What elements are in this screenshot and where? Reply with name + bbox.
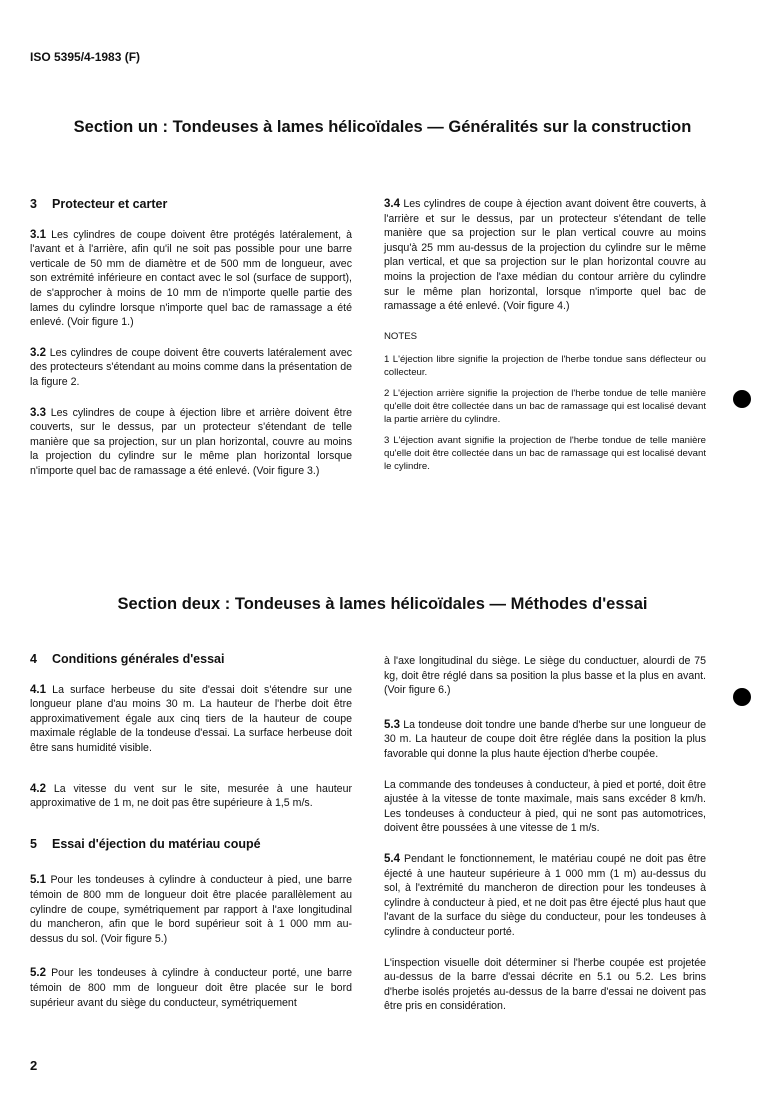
- clause-5-title: Essai d'éjection du matériau coupé: [52, 836, 261, 851]
- notes-block: [384, 330, 706, 473]
- paragraph-text: Les cylindres de coupe à éjection libre et arrière doivent être couverts, sur le dessus, par un protecteur s'étendant de telle manière que sa projection, sur un plan horizontal, couvre au moins la projection du cylindre sur le même plan horizontal lorsque n'importe quel bac de ramassage a été enlevé. (Voir figure 3.): [30, 406, 352, 477]
- paragraph-3-2: [30, 346, 352, 390]
- paragraph-5-3: [384, 718, 706, 762]
- paragraph-number: 5.3: [384, 718, 400, 731]
- paragraph-text: La vitesse du vent sur le site, mesurée à une hauteur approximative de 1 m, ne doit pas être supérieure à 1,5 m/s.: [30, 782, 352, 810]
- clause-5-number: 5: [30, 836, 37, 851]
- note-item: 3 L'éjection avant signifie la projection de l'herbe tondue de telle manière qu'elle doit être collectée dans un bac de ramassage qui est localisé devant le cylindre.: [384, 434, 706, 472]
- paragraph-text: Les cylindres de coupe à éjection avant doivent être couverts, à l'arrière et sur le dessus, par un protecteur s'étendant de telle manière que sa projection sur le plan vertical couvre au moins jusqu'à 25 mm au-dessus de la projection du cylindre sur le même plan vertical, et que sa projection sur le plan horizontal couvre au moins la projection de l'axe médian du contour arrière du cylindre sur le même plan horizontal, lorsque n'importe quel bac de ramassage a été enlevé. (Voir figure 4.): [384, 198, 706, 313]
- clause-3-number: 3: [30, 197, 37, 211]
- section-two-title: Section deux : Tondeuses à lames hélicoïdales — Méthodes d'essai: [117, 595, 648, 613]
- section-two-left-column: [30, 652, 352, 1026]
- section-one-left-column: [30, 197, 352, 495]
- paragraph-number: 5.4: [384, 852, 400, 865]
- clause-4-number: 4: [30, 652, 37, 666]
- paragraph-number: 5.1: [30, 874, 46, 887]
- clause-5-heading: [30, 837, 352, 852]
- paragraph-5-2: [30, 966, 352, 1010]
- paragraph-number: 3.3: [30, 406, 46, 419]
- section-one-title: Section un : Tondeuses à lames hélicoïdales — Généralités sur la construction: [73, 118, 692, 136]
- paragraph-number: 3.1: [30, 228, 46, 241]
- paragraph-5-1: [30, 873, 352, 946]
- page-number: 2: [30, 1058, 38, 1073]
- notes-title: NOTES: [384, 330, 418, 342]
- note-item: 1 L'éjection libre signifie la projection de l'herbe tondue sans déflecteur ou collecteur.: [384, 353, 706, 378]
- paragraph-4-1: [30, 683, 352, 756]
- paragraph-5-4: [384, 852, 706, 940]
- paragraph-text: La tondeuse doit tondre une bande d'herbe sur une longueur de 30 m. La hauteur de coupe doit être réglée dans la position la plus favorable qui donne la plus haute éjection d'herbe coupée.: [384, 718, 706, 760]
- note-item: 2 L'éjection arrière signifie la projection de l'herbe tondue de telle manière qu'elle doit être collectée dans un bac de ramassage qui est localisé devant la partie arrière du cylindre.: [384, 387, 706, 425]
- document-header: ISO 5395/4-1983 (F): [30, 50, 141, 64]
- margin-dot-marker: [733, 688, 751, 706]
- paragraph-number: 3.4: [384, 198, 400, 210]
- paragraph-4-2: [30, 782, 352, 811]
- paragraph-number: 4.2: [30, 782, 46, 795]
- section-one-right-column: [384, 197, 706, 481]
- paragraph-text: Les cylindres de coupe doivent être couverts latéralement avec des protecteurs s'étendant au moins comme dans la présentation de la figure 2.: [30, 346, 353, 388]
- clause-3-heading: [30, 197, 352, 212]
- paragraph-3-4: [384, 197, 706, 314]
- paragraph-text: Pendant le fonctionnement, le matériau coupé ne doit pas être éjecté à une hauteur supérieure à 1 000 mm (1 m) au-dessus du sol, à l'extrémité du mancheron de direction pour les tondeuses à cylindre à conducteur à pied, et ne doit pas être éjecté plus haut que l'avant de la surface du siège du conducteur, pour les tondeuses à cylindre à conducteur porté.: [384, 852, 706, 938]
- paragraph-3-1: [30, 228, 352, 330]
- paragraph-number: 5.2: [30, 967, 46, 980]
- clause-4-title: Conditions générales d'essai: [52, 652, 225, 666]
- paragraph-5-4-second: L'inspection visuelle doit déterminer si l'herbe coupée est projetée au-dessus de la barre d'essai décrite en 5.1 ou 5.2. Les brins d'herbe isolés projetés au-dessus de la barre d'essai ne doivent pas être pris en considération.: [384, 956, 706, 1013]
- paragraph-text: Pour les tondeuses à cylindre à conducteur porté, une barre témoin de 800 mm de longueur doit être placée sur le bord supérieur avant du siège du conducteur, symétriquement: [30, 967, 352, 1009]
- section-two-right-column: [384, 654, 706, 1030]
- paragraph-5-2-continued: à l'axe longitudinal du siège. Le siège du conductuer, alourdi de 75 kg, doit être réglé dans sa position la plus basse et la plus en avant. (Voir figure 6.): [384, 655, 706, 697]
- paragraph-text: La surface herbeuse du site d'essai doit s'étendre sur une longueur plane d'au moins 30 m. La hauteur de l'herbe doit être approximativement égale aux cinq tiers de la hauteur de coupe maximale réglable de la tondeuse d'essai. La surface herbeuse doit être sans humidité visible.: [30, 683, 352, 754]
- paragraph-3-3: [30, 406, 352, 479]
- paragraph-5-3-second: La commande des tondeuses à conducteur, à pied et porté, doit être ajustée à la vitesse de tonte maximale, mais sans excéder 8 km/h. Les tondeuses à conducteur à pied, qui ne sont pas automotrices, doivent être poussées à une vitesse de 1 m/s.: [384, 778, 706, 835]
- paragraph-text: Les cylindres de coupe doivent être protégés latéralement, à l'avant et à l'arrière, afin qu'il ne soit pas possible pour une barre verticale de 50 mm de diamètre et de 500 mm de longueur, avec son extrémité inférieure en contact avec le sol (surface de support), de s'approcher à moins de 10 mm de n'importe quelle partie des lames du cylindre lorsque n'importe quel bac de ramassage a été enlevé. (Voir figure 1.): [30, 228, 352, 329]
- paragraph-text: Pour les tondeuses à cylindre à conducteur à pied, une barre témoin de 800 mm de longueur doit être placée parallèlement au cylindre de coupe, symétriquement par rapport à l'axe longitudinal du mancheron, afin que le bord supérieur soit à 1 000 mm au-dessus du sol. (Voir figure 5.): [30, 874, 352, 945]
- paragraph-number: 4.1: [30, 683, 46, 696]
- margin-dot-marker: [733, 390, 751, 408]
- paragraph-number: 3.2: [30, 346, 46, 359]
- clause-4-heading: [30, 652, 352, 667]
- clause-3-title: Protecteur et carter: [52, 197, 168, 211]
